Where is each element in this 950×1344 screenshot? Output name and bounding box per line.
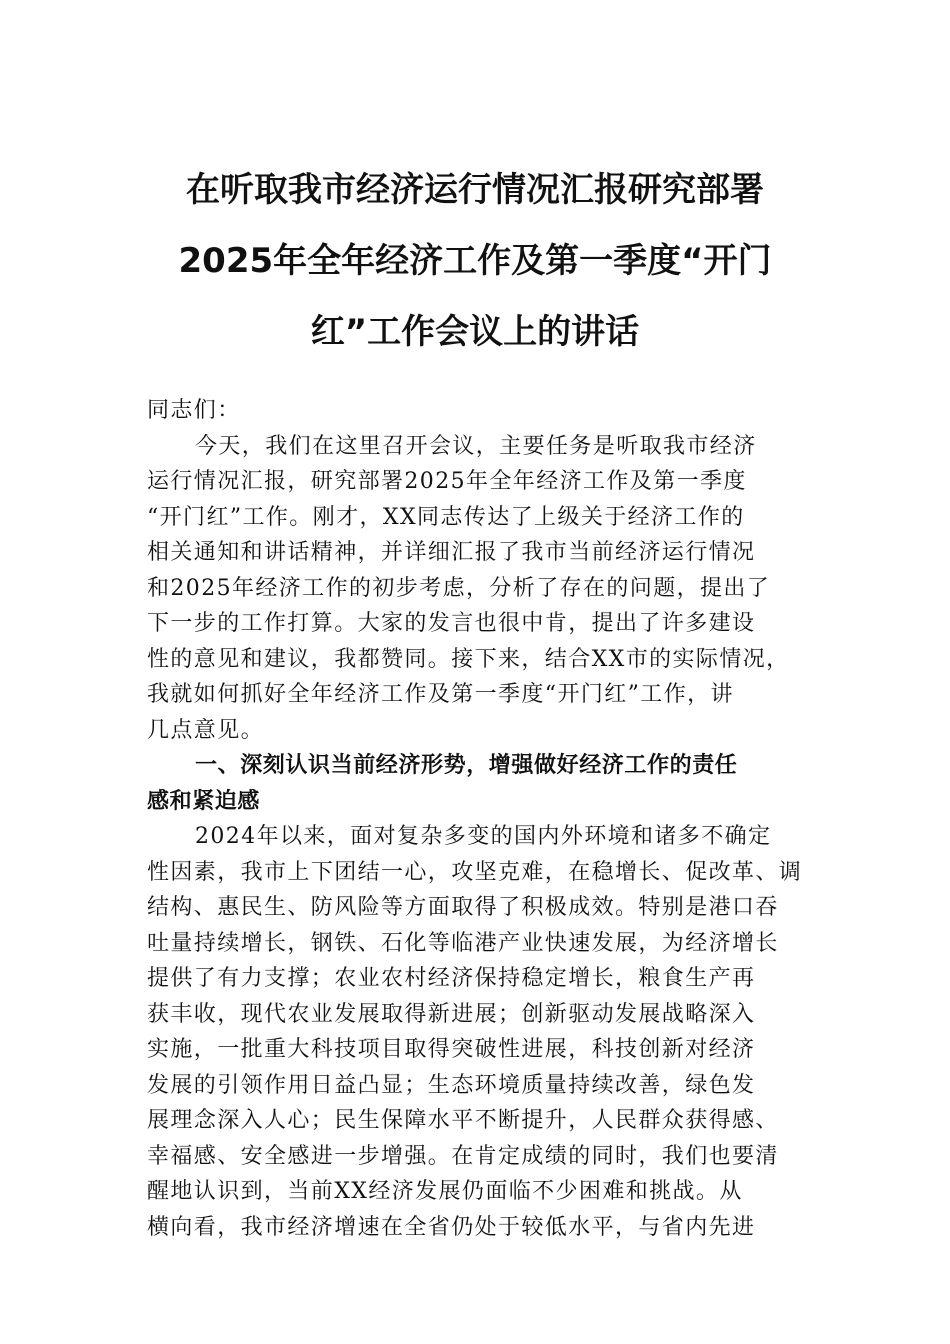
paragraph-intro bbox=[147, 429, 807, 749]
paragraph-line: 2024年以来，面对复杂多变的国内外环境和诸多不确定 bbox=[195, 824, 772, 849]
paragraph-line: 运行情况汇报，研究部署2025年全年经济工作及第一季度 bbox=[147, 469, 747, 494]
paragraph-line: 和2025年经济工作的初步考虑，分析了存在的问题，提出了 bbox=[147, 575, 771, 601]
heading-line: 感和紧迫感 bbox=[147, 788, 261, 814]
paragraph-line: 下一步的工作打算。大家的发言也很中肯，提出了许多建设 bbox=[147, 611, 756, 636]
paragraph-line: 性的意见和建议，我都赞同。接下来，结合XX市的实际情况， bbox=[147, 646, 790, 672]
section-heading-1 bbox=[147, 748, 807, 819]
salutation: 同志们： bbox=[147, 398, 241, 423]
document-body bbox=[147, 393, 807, 1245]
paragraph-situation bbox=[147, 819, 807, 1245]
title-line: 在听取我市经济运行情况汇报研究部署 bbox=[186, 170, 764, 210]
paragraph-line: 获丰收，现代农业发展取得新进展；创新驱动发展战略深入 bbox=[147, 1001, 756, 1027]
paragraph-line: 相关通知和讲话精神，并详细汇报了我市当前经济运行情况 bbox=[147, 540, 756, 565]
paragraph-line: 我就如何抓好全年经济工作及第一季度“开门红”工作，讲 bbox=[147, 682, 734, 707]
paragraph-line: 醒地认识到，当前XX经济发展仍面临不少困难和挑战。从 bbox=[147, 1179, 743, 1204]
paragraph-line: 性因素，我市上下团结一心，攻坚克难，在稳增长、促改革、调 bbox=[147, 859, 803, 885]
paragraph-line: 横向看，我市经济增速在全省仍处于较低水平，与省内先进 bbox=[147, 1214, 756, 1240]
paragraph-line: 幸福感、安全感进一步增强。在肯定成绩的同时，我们也要清 bbox=[147, 1143, 779, 1169]
title-line: 2025年全年经济工作及第一季度“开门 bbox=[178, 241, 772, 281]
paragraph-line: 结构、惠民生、防风险等方面取得了积极成效。特别是港口吞 bbox=[147, 895, 779, 920]
paragraph-line: 实施，一批重大科技项目取得突破性进展，科技创新对经济 bbox=[147, 1037, 756, 1062]
paragraph-line: 吐量持续增长，钢铁、石化等临港产业快速发展，为经济增长 bbox=[147, 930, 779, 956]
paragraph-line: 今天，我们在这里召开会议，主要任务是听取我市经济 bbox=[195, 433, 757, 459]
paragraph-line: 提供了有力支撑；农业农村经济保持稳定增长，粮食生产再 bbox=[147, 966, 756, 991]
paragraph-line: 几点意见。 bbox=[147, 717, 265, 743]
document-title bbox=[150, 155, 800, 368]
title-line: 红”工作会议上的讲话 bbox=[310, 312, 640, 352]
heading-line: 一、深刻认识当前经济形势，增强做好经济工作的责任 bbox=[195, 753, 738, 778]
paragraph-line: 展理念深入人心；民生保障水平不断提升，人民群众获得感、 bbox=[147, 1108, 779, 1133]
paragraph-line: 发展的引领作用日益凸显；生态环境质量持续改善，绿色发 bbox=[147, 1072, 756, 1098]
paragraph-line: “开门红”工作。刚才，XX同志传达了上级关于经济工作的 bbox=[147, 504, 745, 530]
